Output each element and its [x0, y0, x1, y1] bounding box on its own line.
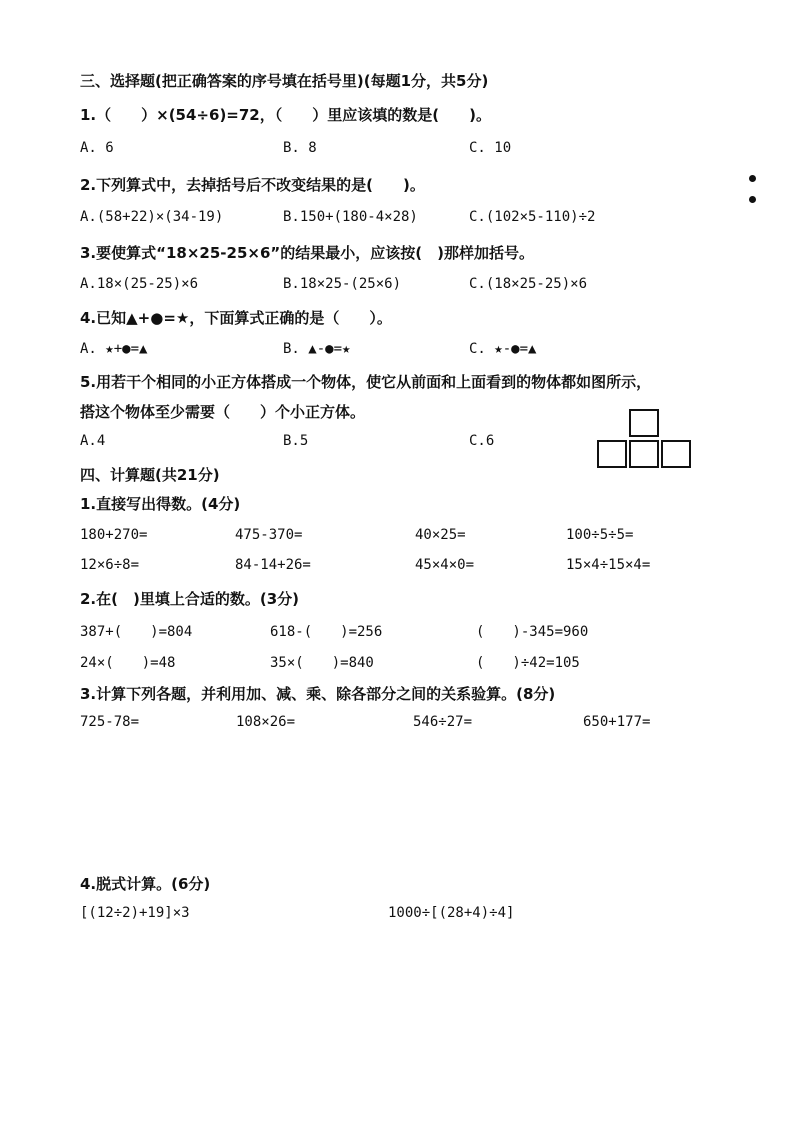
fill-blank-item: ( )-345=960 — [476, 624, 589, 640]
verify-calc-item: 725-78= — [80, 714, 140, 730]
question-4-option-b: B. ▲-●=★ — [283, 341, 351, 357]
oral-calc-item: 180+270= — [80, 527, 148, 543]
question-3-option-b: B.18×25-(25×6) — [283, 276, 402, 292]
fill-blank-item: 35×( )=840 — [270, 655, 374, 671]
oral-calc-item: 45×4×0= — [415, 557, 475, 573]
oral-calc-item: 40×25= — [415, 527, 466, 543]
cube-cell-top — [629, 409, 659, 437]
question-2-option-b: B.150+(180-4×28) — [283, 209, 418, 225]
question-2-option-c: C.(102×5-110)÷2 — [469, 209, 596, 225]
question-5-option-b: B.5 — [283, 433, 309, 449]
question-1-option-c: C. 10 — [469, 140, 512, 156]
section3-heading: 三、选择题(把正确答案的序号填在括号里)(每题1分，共5分) — [80, 72, 489, 90]
oral-calc-item: 100÷5÷5= — [566, 527, 634, 543]
margin-dot — [749, 175, 756, 182]
cube-cell-bottom-right — [661, 440, 691, 468]
fill-blank-item: ( )÷42=105 — [476, 655, 580, 671]
question-5-option-c: C.6 — [469, 433, 495, 449]
fill-blank-item: 387+( )=804 — [80, 624, 193, 640]
section4-heading: 四、计算题(共21分) — [80, 466, 220, 484]
question-4-option-c: C. ★-●=▲ — [469, 341, 537, 357]
step-calc-item: [(12÷2)+19]×3 — [80, 905, 190, 921]
question-5-stem-line2: 搭这个物体至少需要（ ）个小正方体。 — [80, 403, 366, 421]
question-3-stem: 3.要使算式“18×25-25×6”的结果最小，应该按( )那样加括号。 — [80, 244, 534, 262]
verify-calc-item: 108×26= — [236, 714, 296, 730]
fill-blank-item: 24×( )=48 — [80, 655, 176, 671]
question-1-option-a: A. 6 — [80, 140, 114, 156]
oral-calc-item: 84-14+26= — [235, 557, 311, 573]
part-2-title: 2.在( )里填上合适的数。(3分) — [80, 590, 299, 608]
part-1-title: 1.直接写出得数。(4分) — [80, 495, 241, 513]
question-1-stem: 1.（ ）×(54÷6)=72，（ ）里应该填的数是( )。 — [80, 106, 491, 124]
cube-view-figure — [597, 409, 693, 471]
step-calc-item: 1000÷[(28+4)÷4] — [388, 905, 515, 921]
question-3-option-a: A.18×(25-25)×6 — [80, 276, 199, 292]
question-4-option-a: A. ★+●=▲ — [80, 341, 148, 357]
question-4-stem: 4.已知▲+●=★，下面算式正确的是（ ）。 — [80, 309, 392, 327]
question-5-stem-line1: 5.用若干个相同的小正方体搭成一个物体，使它从前面和上面看到的物体都如图所示， — [80, 373, 652, 391]
verify-calc-item: 650+177= — [583, 714, 651, 730]
question-2-stem: 2.下列算式中，去掉括号后不改变结果的是( )。 — [80, 176, 425, 194]
part-3-title: 3.计算下列各题，并利用加、减、乘、除各部分之间的关系验算。(8分) — [80, 685, 556, 703]
oral-calc-item: 15×4÷15×4= — [566, 557, 651, 573]
verify-calc-item: 546÷27= — [413, 714, 473, 730]
oral-calc-item: 12×6÷8= — [80, 557, 140, 573]
cube-cell-bottom-middle — [629, 440, 659, 468]
part-4-title: 4.脱式计算。(6分) — [80, 875, 211, 893]
oral-calc-item: 475-370= — [235, 527, 303, 543]
cube-cell-bottom-left — [597, 440, 627, 468]
question-5-option-a: A.4 — [80, 433, 106, 449]
question-1-option-b: B. 8 — [283, 140, 317, 156]
question-3-option-c: C.(18×25-25)×6 — [469, 276, 588, 292]
question-2-option-a: A.(58+22)×(34-19) — [80, 209, 224, 225]
margin-dot — [749, 196, 756, 203]
fill-blank-item: 618-( )=256 — [270, 624, 383, 640]
